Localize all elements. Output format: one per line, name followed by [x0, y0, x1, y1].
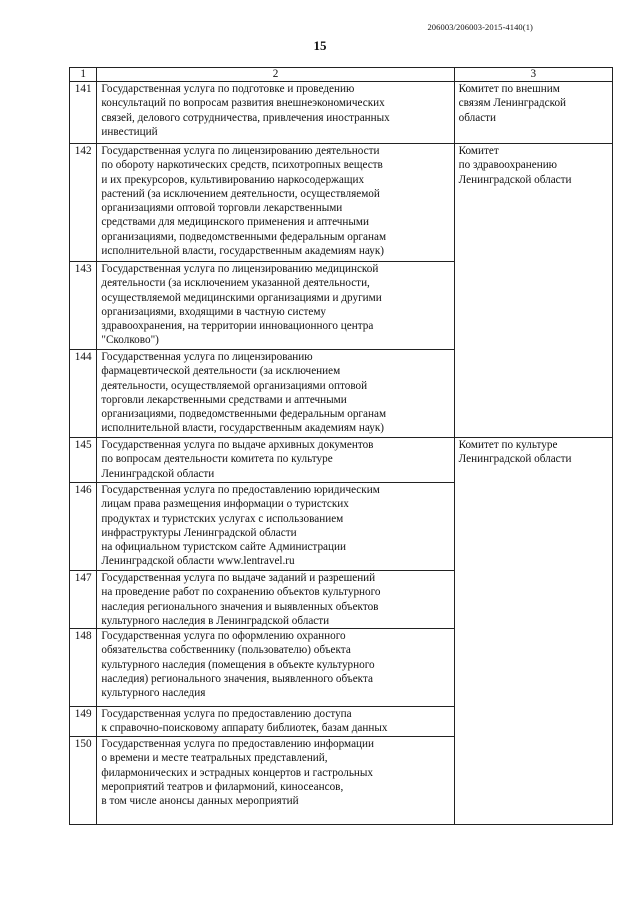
service-name: Государственная услуга по предоставлению доступа к справочно-поисковому аппарату библиотек, базам данных	[97, 707, 454, 737]
row-number: 143	[70, 262, 97, 350]
services-table	[69, 67, 613, 825]
row-number: 144	[70, 350, 97, 438]
column-header-2: 2	[97, 68, 454, 82]
document-id: 206003/206003-2015-4140(1)	[427, 22, 533, 32]
table-row	[70, 438, 613, 483]
service-name: Государственная услуга по выдаче архивных документов по вопросам деятельности комитета по культуре Ленинградской области	[97, 438, 454, 483]
row-number: 141	[70, 82, 97, 144]
table-row	[70, 144, 613, 262]
table-header-row	[70, 68, 613, 82]
service-name: Государственная услуга по подготовке и проведению консультаций по вопросам развития внешнеэкономических связей, делового сотрудничества, привлечения иностранных инвестиций	[97, 82, 454, 144]
service-name: Государственная услуга по выдаче заданий и разрешений на проведение работ по сохранению объектов культурного наследия регионального значения и выявленных объектов культурного наследия в Ленинградской области	[97, 571, 454, 629]
service-name: Государственная услуга по лицензированию фармацевтической деятельности (за исключением деятельности, осуществляемой организациями оптовой торговли лекарственными средствами и аптечными организациями, подведомственными федеральным органам исполнительной власти, государственным академиям наук)	[97, 350, 454, 438]
row-number: 149	[70, 707, 97, 737]
page-number: 15	[313, 38, 327, 53]
row-number: 142	[70, 144, 97, 262]
row-number: 147	[70, 571, 97, 629]
column-header-1: 1	[70, 68, 97, 82]
row-number: 145	[70, 438, 97, 483]
service-name: Государственная услуга по лицензированию медицинской деятельности (за исключением указанной деятельности, осуществляемой медицинскими организациями и другими организациями, входящими в частную систему здравоохранения, на территории инновационного центра "Сколково")	[97, 262, 454, 350]
service-name: Государственная услуга по оформлению охранного обязательства собственнику (пользователю) объекта культурного наследия (помещения в объекте культурного наследия) регионального значения, выявленного объекта культурного наследия	[97, 629, 454, 707]
responsible-organ: Комитет по внешним связям Ленинградской области	[454, 82, 612, 144]
responsible-organ: Комитет по культуре Ленинградской области	[454, 438, 612, 825]
service-name: Государственная услуга по лицензированию деятельности по обороту наркотических средств, психотропных веществ и их прекурсоров, культивированию наркосодержащих растений (за исключением деятельности, осуществляемой организациями оптовой торговли лекарственными средствами для медицинского применения и аптечными организациями, подведомственными федеральным органам исполнительной власти, государственным академиям наук)	[97, 144, 454, 262]
responsible-organ: Комитет по здравоохранению Ленинградской области	[454, 144, 612, 438]
service-name: Государственная услуга по предоставлению информации о времени и месте театральных представлений, филармонических и эстрадных концертов и гастрольных мероприятий театров и филармоний, киносеансов, в том числе анонсы данных мероприятий	[97, 737, 454, 825]
table-row	[70, 82, 613, 144]
row-number: 148	[70, 629, 97, 707]
row-number: 146	[70, 483, 97, 571]
column-header-3: 3	[454, 68, 612, 82]
service-name: Государственная услуга по предоставлению юридическим лицам права размещения информации о туристских продуктах и туристских услугах с использованием инфраструктуры Ленинградской области на официальном туристском сайте Администрации Ленинградской области www.lentravel.ru	[97, 483, 454, 571]
row-number: 150	[70, 737, 97, 825]
